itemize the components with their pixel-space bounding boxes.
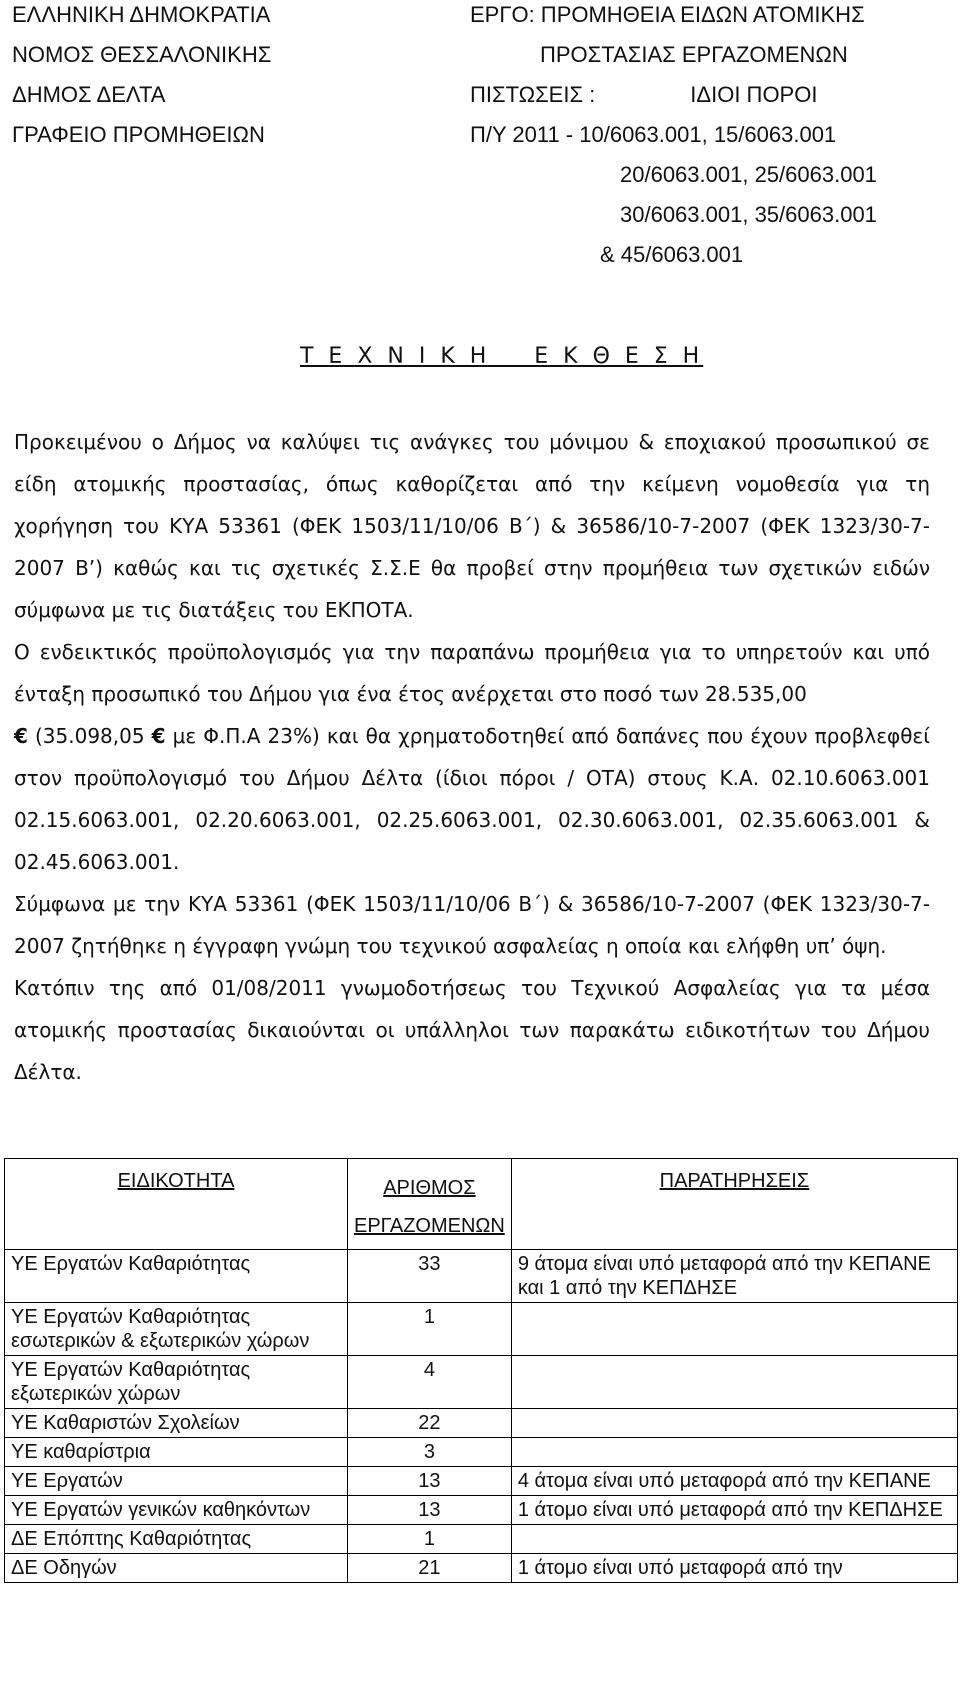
table-row <box>5 1525 958 1554</box>
pistoseis-label: ΠΙΣΤΩΣΕΙΣ : <box>470 82 596 107</box>
cell-notes: 1 άτομο είναι υπό μεταφορά από την <box>511 1554 957 1583</box>
cell-specialty: ΔΕ Οδηγών <box>5 1554 348 1583</box>
header-py-line3: 30/6063.001, 35/6063.001 <box>620 202 877 227</box>
cell-specialty: ΔΕ Επόπτης Καθαριότητας <box>5 1525 348 1554</box>
header-left-line1: ΕΛΛΗΝΙΚΗ ΔΗΜΟΚΡΑΤΙΑ <box>12 2 271 27</box>
cell-count: 1 <box>348 1303 512 1356</box>
header-pistoseis <box>470 80 960 120</box>
specialties-table <box>4 1158 958 1583</box>
paragraph-3: Σύμφωνα με την ΚΥΑ 53361 (ΦΕΚ 1503/11/10/06 Β΄) & 36586/10-7-2007 (ΦΕΚ 1323/30-7-2007 ζητήθηκε η έγγραφη γνώμη του τεχνικού ασφαλείας η οποία και ελήφθη υπ’ όψη. <box>14 892 930 958</box>
cell-count: 13 <box>348 1467 512 1496</box>
cell-notes <box>511 1356 957 1409</box>
cell-count: 4 <box>348 1356 512 1409</box>
paragraph-2 <box>14 631 930 883</box>
header-ergo-cont: ΠΡΟΣΤΑΣΙΑΣ ΕΡΓΑΖΟΜΕΝΩΝ <box>540 42 848 67</box>
cell-specialty: ΥΕ Εργατών γενικών καθηκόντων <box>5 1496 348 1525</box>
euro-icon: € <box>14 724 28 748</box>
header-ergo: ΕΡΓΟ: ΠΡΟΜΗΘΕΙΑ ΕΙΔΩΝ ΑΤΟΜΙΚΗΣ <box>470 2 865 27</box>
header-specialty: ΕΙΔΙΚΟΤΗΤΑ <box>5 1159 348 1250</box>
cell-count: 22 <box>348 1409 512 1438</box>
cell-notes: 4 άτομα είναι υπό μεταφορά από την ΚΕΠΑΝΕ <box>511 1467 957 1496</box>
pistoseis-value: ΙΔΙΟΙ ΠΟΡΟΙ <box>690 82 818 107</box>
document-body <box>14 421 930 1093</box>
table-row <box>5 1250 958 1303</box>
header-py-line2: 20/6063.001, 25/6063.001 <box>620 162 877 187</box>
paragraph-2-part-b: (35.098,05 <box>35 724 145 748</box>
cell-notes <box>511 1438 957 1467</box>
header-left-line4: ΓΡΑΦΕΙΟ ΠΡΟΜΗΘΕΙΩΝ <box>12 122 265 147</box>
cell-specialty: ΥΕ Καθαριστών Σχολείων <box>5 1409 348 1438</box>
cell-notes <box>511 1303 957 1356</box>
paragraph-2-part-a: Ο ενδεικτικός προϋπολογισμός για την παραπάνω προμήθεια για το υπηρετούν και υπό ένταξη προσωπικό του Δήμου για ένα έτος ανέρχεται στο ποσό των 28.535,00 <box>14 640 930 706</box>
table-row <box>5 1467 958 1496</box>
cell-count: 13 <box>348 1496 512 1525</box>
table-row <box>5 1409 958 1438</box>
document-title: Τ Ε Χ Ν Ι Κ Η Ε Κ Θ Ε Σ Η <box>300 344 704 369</box>
paragraph-2-part-c: με Φ.Π.Α 23%) και θα χρηματοδοτηθεί από δαπάνες που έχουν προβλεφθεί στον προϋπολογισμό του Δήμου Δέλτα (ίδιοι πόροι / ΟΤΑ) στους Κ.Α. 02.10.6063.001 02.15.6063.001, 02.20.6063.001, 02.25.6063.001, 02.30.6063.001, 02.35.6063.001 & 02.45.6063.001. <box>14 724 931 874</box>
paragraph-4: Κατόπιν της από 01/08/2011 γνωμοδοτήσεως του Τεχνικού Ασφαλείας για τα μέσα ατομικής προστασίας δικαιούνται οι υπάλληλοι των παρακάτω ειδικοτήτων του Δήμου Δέλτα. <box>14 976 930 1084</box>
table-header-row <box>5 1159 958 1250</box>
euro-icon: € <box>151 724 166 748</box>
cell-count: 1 <box>348 1525 512 1554</box>
cell-specialty: ΥΕ Εργατών Καθαριότητας εσωτερικών & εξωτερικών χώρων <box>5 1303 348 1356</box>
table-row <box>5 1554 958 1583</box>
header-left-line3: ΔΗΜΟΣ ΔΕΛΤΑ <box>12 82 166 107</box>
header-left <box>12 0 271 160</box>
cell-specialty: ΥΕ Εργατών Καθαριότητας <box>5 1250 348 1303</box>
cell-notes: 1 άτομο είναι υπό μεταφορά από την ΚΕΠΔΗΣΕ <box>511 1496 957 1525</box>
table-row <box>5 1303 958 1356</box>
cell-count: 33 <box>348 1250 512 1303</box>
cell-specialty: ΥΕ Εργατών Καθαριότητας εξωτερικών χώρων <box>5 1356 348 1409</box>
header-notes: ΠΑΡΑΤΗΡΗΣΕΙΣ <box>511 1159 957 1250</box>
cell-specialty: ΥΕ καθαρίστρια <box>5 1438 348 1467</box>
header-right <box>470 0 960 280</box>
table-row <box>5 1496 958 1525</box>
cell-count: 3 <box>348 1438 512 1467</box>
cell-count: 21 <box>348 1554 512 1583</box>
cell-notes <box>511 1525 957 1554</box>
cell-notes: 9 άτομα είναι υπό μεταφορά από την ΚΕΠΑΝΕ και 1 από την ΚΕΠΔΗΣΕ <box>511 1250 957 1303</box>
table-row <box>5 1356 958 1409</box>
cell-notes <box>511 1409 957 1438</box>
header-py-line: Π/Υ 2011 - 10/6063.001, 15/6063.001 <box>470 122 837 147</box>
header-left-line2: ΝΟΜΟΣ ΘΕΣΣΑΛΟΝΙΚΗΣ <box>12 42 272 67</box>
header-py-line4: & 45/6063.001 <box>600 242 744 267</box>
paragraph-1: Προκειμένου ο Δήμος να καλύψει τις ανάγκες του μόνιμου & εποχιακού προσωπικού σε είδη ατομικής προστασίας, όπως καθορίζεται από την κείμενη νομοθεσία για τη χορήγηση του ΚΥΑ 53361 (ΦΕΚ 1503/11/10/06 Β΄) & 36586/10-7-2007 (ΦΕΚ 1323/30-7-2007 Β’) καθώς και τις σχετικές Σ.Σ.Ε θα προβεί στην προμήθεια των σχετικών ειδών σύμφωνα με τις διατάξεις του ΕΚΠΟΤΑ. <box>14 430 930 622</box>
table-row <box>5 1438 958 1467</box>
cell-specialty: ΥΕ Εργατών <box>5 1467 348 1496</box>
header-count: ΑΡΙΘΜΟΣ ΕΡΓΑΖΟΜΕΝΩΝ <box>348 1159 512 1250</box>
